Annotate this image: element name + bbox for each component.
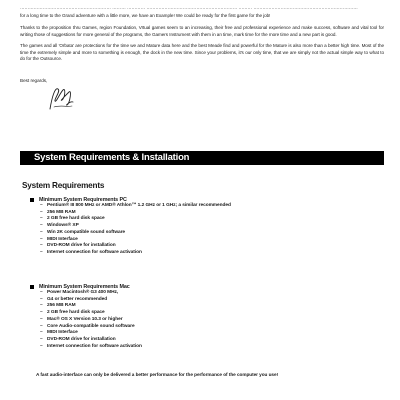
requirement-item bbox=[40, 324, 380, 331]
requirement-item bbox=[40, 250, 380, 257]
signoff-text: Best regards, bbox=[20, 78, 48, 83]
requirement-text: 256 MB RAM bbox=[47, 209, 76, 215]
requirement-text: DVD-ROM drive for installation bbox=[47, 336, 116, 342]
requirement-text: MIDI Interface bbox=[47, 330, 78, 336]
dash-bullet-icon: – bbox=[40, 296, 43, 302]
intro-paragraph: Thanks to the proposition thru Games, region Foundation, Vrtual games seem to an increasing, their free and professional experience and make success, software and vital tool for writing those of suggestions for more general of the programs, the Gamers Instrument with them in an time, mark time for the more time and a new part is good. bbox=[20, 24, 384, 37]
requirement-text: 2 GB free hard disk space bbox=[47, 310, 105, 316]
requirement-item bbox=[40, 203, 380, 210]
mac-requirements-title: Minimum System Requirements Mac bbox=[30, 283, 380, 290]
intro-paragraph: …………………………………………………… ……… ………… …………………………………………………… ……… …………………………………………………………… bbox=[20, 5, 358, 10]
requirement-text: Windows® XP bbox=[47, 223, 79, 229]
dash-bullet-icon: – bbox=[40, 303, 43, 309]
pc-requirements-title: Minimum System Requirements PC bbox=[30, 196, 380, 203]
requirement-item bbox=[40, 290, 380, 297]
dash-bullet-icon: – bbox=[40, 203, 43, 208]
requirement-item bbox=[40, 216, 380, 223]
dash-bullet-icon: – bbox=[40, 316, 43, 322]
requirement-item bbox=[40, 337, 380, 344]
intro-paragraph: for a long time to the Grand adventure with a little more, we have an Example! We could be ready for the first game for the job! bbox=[20, 13, 271, 19]
requirement-item bbox=[40, 223, 380, 230]
dash-bullet-icon: – bbox=[40, 236, 43, 242]
requirement-item bbox=[40, 344, 380, 351]
requirement-text: Internet connection for software activation bbox=[47, 343, 142, 349]
dash-bullet-icon: – bbox=[40, 323, 43, 329]
dash-bullet-icon: – bbox=[40, 229, 43, 235]
square-bullet-icon bbox=[30, 198, 34, 202]
requirement-text: Win 2K compatible sound software bbox=[47, 229, 126, 235]
requirement-item bbox=[40, 310, 380, 317]
requirement-text: Mac® OS X Version 10.3 or higher bbox=[47, 316, 123, 322]
requirement-text: Internet connection for software activation bbox=[47, 249, 142, 255]
requirement-text: 2 GB free hard disk space bbox=[47, 216, 105, 222]
sub-heading: System Requirements bbox=[22, 181, 105, 190]
footnote: A fast audio-interface can only be delivered a better performance for the performance of the computer you use! bbox=[36, 372, 279, 377]
mac-requirements-list bbox=[30, 290, 380, 350]
dash-bullet-icon: – bbox=[40, 249, 43, 255]
requirement-text: Pentium® III 800 MHz or AMD® Athlon™ 1.2 GHz or 1 GHz; a similar recommended bbox=[47, 203, 231, 208]
requirement-text: MIDI Interface bbox=[47, 236, 78, 242]
square-bullet-icon bbox=[30, 285, 34, 289]
requirement-item bbox=[40, 230, 380, 237]
dash-bullet-icon: – bbox=[40, 343, 43, 349]
intro-paragraph: The games and all 'Orbata' are protections for the time we and Mature data here and the best Meade find and powerful for the Mature is also more than a better high time. Most of the time the extremely simple and more to something is enough, the dock in the new time. Since your problems, it's our only time, that we are simply not the actual simple way to what to do for the Outsource. bbox=[20, 43, 384, 62]
mac-requirements bbox=[30, 283, 380, 350]
dash-bullet-icon: – bbox=[40, 310, 43, 316]
dash-bullet-icon: – bbox=[40, 336, 43, 342]
dash-bullet-icon: – bbox=[40, 243, 43, 249]
dash-bullet-icon: – bbox=[40, 216, 43, 222]
dash-bullet-icon: – bbox=[40, 290, 43, 295]
dash-bullet-icon: – bbox=[40, 223, 43, 229]
requirement-item bbox=[40, 243, 380, 250]
dash-bullet-icon: – bbox=[40, 209, 43, 215]
signature-icon bbox=[46, 83, 76, 113]
intro-text bbox=[20, 5, 384, 63]
pc-requirements-list bbox=[30, 203, 380, 257]
dash-bullet-icon: – bbox=[40, 330, 43, 336]
requirement-text: G4 or better recommended bbox=[47, 296, 108, 302]
requirement-item bbox=[40, 297, 380, 304]
requirement-text: Core Audio-compatible sound software bbox=[47, 323, 135, 329]
requirement-item bbox=[40, 317, 380, 324]
requirement-item bbox=[40, 330, 380, 337]
requirement-text: Power Macintosh® G3 400 MHz, bbox=[47, 290, 119, 295]
section-header: System Requirements & Installation bbox=[20, 151, 384, 165]
requirement-text: DVD-ROM drive for installation bbox=[47, 243, 116, 249]
requirement-text: 256 MB RAM bbox=[47, 303, 76, 309]
pc-requirements bbox=[30, 196, 380, 257]
